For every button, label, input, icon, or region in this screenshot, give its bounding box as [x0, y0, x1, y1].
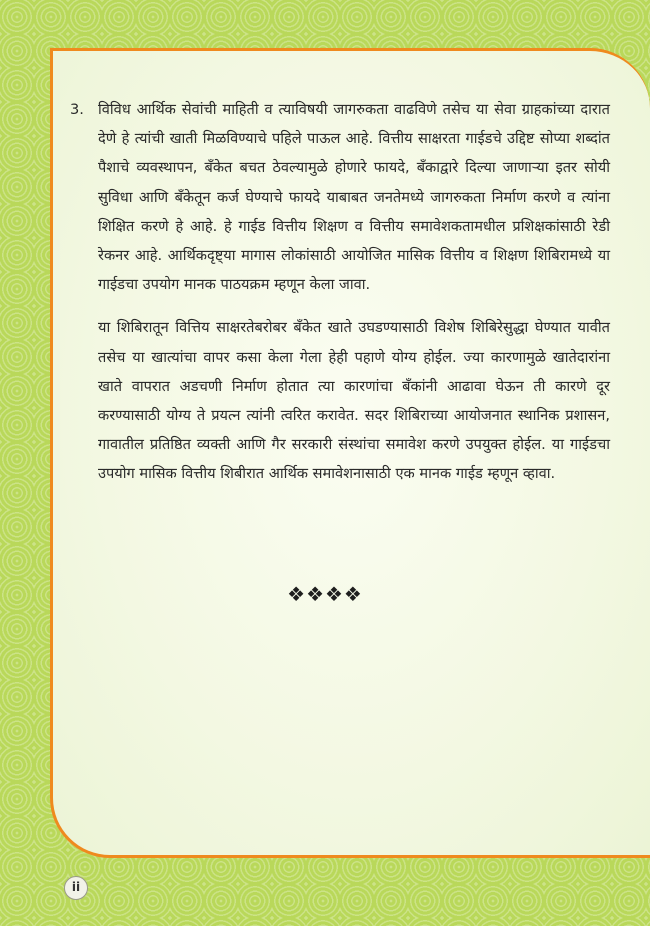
- diamond-ornament-icon: ❖❖❖❖: [287, 582, 363, 606]
- page-number: ii: [64, 876, 88, 900]
- list-item-3: [70, 95, 610, 299]
- body-paragraph: या शिबिरातून वित्तिय साक्षरतेबरोबर बँकेत खाते उघडण्यासाठी विशेष शिबिरेसुद्धा घेण्यात यावीत तसेच या खात्यांचा वापर कसा केला गेला हेही पहाणे योग्य होईल. ज्या कारणामुळे खातेदारांना खाते वापरात अडचणी निर्माण होतात त्या कारणांचा बँकांनी आढावा घेऊन ती कारणे दूर करण्यासाठी योग्य ते प्रयत्न त्यांनी त्वरित करावेत. सदर शिबिराच्या आयोजनात स्थानिक प्रशासन, गावातील प्रतिष्ठित व्यक्ती आणि गैर सरकारी संस्थांचा समावेश करणे उपयुक्त होईल. या गाईडचा उपयोग मासिक वित्तीय शिबीरात आर्थिक समावेशनासाठी एक मानक गाईड म्हणून व्हावा.: [98, 319, 610, 483]
- item-text: विविध आर्थिक सेवांची माहिती व त्याविषयी जागरुकता वाढविणे तसेच या सेवा ग्राहकांच्या दारात देणे हे त्यांची खाती मिळविण्याचे पहिले पाऊल आहे. वित्तीय साक्षरता गाईडचे उद्दिष्ट सोप्या शब्दांत पैशाचे व्यवस्थापन, बँकेत बचत ठेवल्यामुळे होणारे फायदे, बँकाद्वारे दिल्या जाणाऱ्या इतर सोयी सुविधा आणि बँकेतून कर्ज घेण्याचे फायदे याबाबत जनतेमध्ये जागरुकता निर्माण करणे व त्यांना शिक्षित करणे हे आहे. हे गाईड वित्तीय शिक्षण व वित्तीय समावेशकतामधील प्रशिक्षकांसाठी रेडी रेकनर आहे. आर्थिकदृष्ट्या मागास लोकांसाठी आयोजित मासिक वित्तीय व शिक्षण शिबिरामध्ये या गाईडचा उपयोग मानक पाठयक्रम म्हणून केला जावा.: [98, 101, 610, 294]
- item-number: 3.: [70, 101, 84, 118]
- page-content: [70, 95, 610, 489]
